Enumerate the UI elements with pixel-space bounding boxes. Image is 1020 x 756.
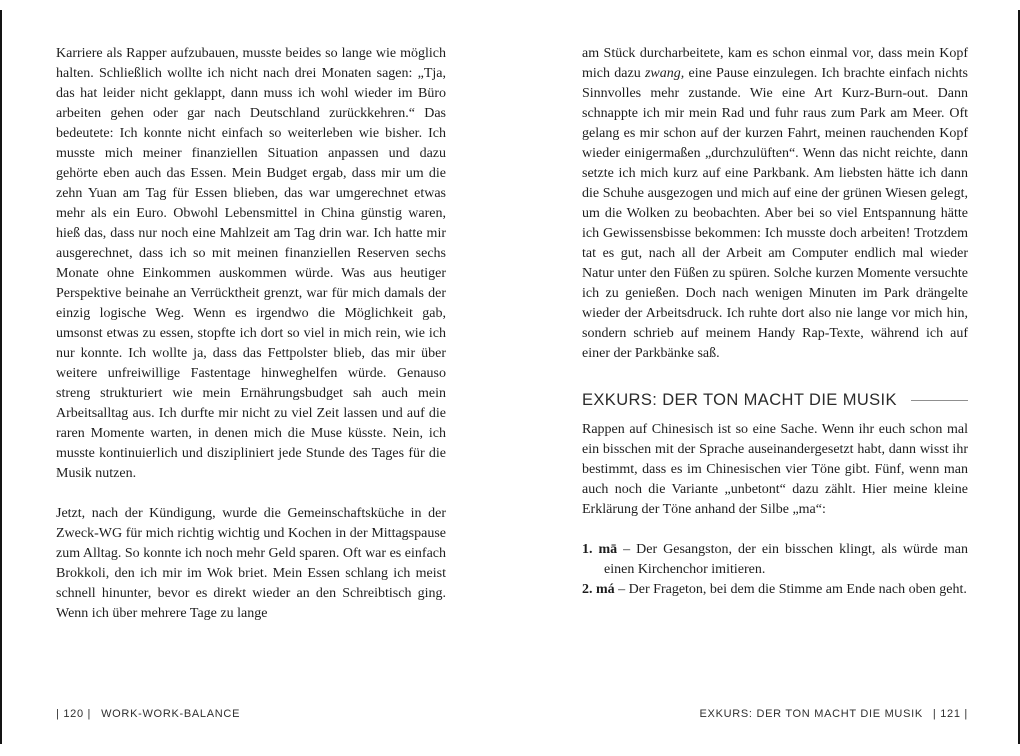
italic-word: zwang, — [644, 66, 685, 81]
paragraph-text: eine Pause einzulegen. Ich brachte einfach nichts Sinnvolles mehr zustande. Wie eine Art Kurz-Burn-out. Dann schnappte ich mir mein Rad und fuhr raus zum Park am Meer. Oft gelang es mir schon auf der kurzen Fahrt, meinen rauchenden Kopf wieder einigermaßen „durchzulüften“. Wenn das nicht reichte, dann setzte ich mich kurz auf eine Parkbank. Am liebsten hätte ich dann die Schuhe ausgezogen und mich auf eine der grünen Wiesen gelegt, um die Wolken zu beobachten. Aber bei so viel Entspannung hätte ich Gewissensbisse bekommen: Ich musste doch arbeiten! Trotzdem tat es gut, nach all der Arbeit am Computer endlich mal wieder Natur unter den Füßen zu spüren. Solche kurzen Momente versuchte ich zu genießen. Doch nach wenigen Minuten im Park drängelte wieder der Arbeitsdruck. Ich ruhte dort also nie lange vor mich hin, sondern schrieb auf meinem Handy Rap-Texte, während ich auf einer der Parkbänke saß. — [582, 66, 968, 361]
section-heading — [582, 390, 968, 410]
section-heading-text: EXKURS: DER TON MACHT DIE MUSIK — [582, 391, 897, 409]
footer-left — [56, 708, 446, 720]
page-number-left: | 120 | — [56, 708, 92, 720]
running-title-right: EXKURS: DER TON MACHT DIE MUSIK — [699, 708, 923, 720]
body-paragraph — [582, 44, 968, 364]
tone-list-item — [582, 540, 968, 580]
body-paragraph: Rappen auf Chinesisch ist so eine Sache. Wenn ihr euch schon mal ein bisschen mit der Sprache auseinandergesetzt habt, dann wisst ihr bestimmt, dass es im Chinesischen vier Töne gibt. Fünf, wenn man auch noch die Variante „unbetont“ dazu zählt. Hier meine kleine Erklärung der Töne anhand der Silbe „ma“: — [582, 422, 968, 517]
body-paragraph: Karriere als Rapper aufzubauen, musste beides so lange wie möglich halten. Schließlich wollte ich nicht nach drei Monaten sagen: „Tja, das hat leider nicht geklappt, dann muss ich wohl wieder im Büro arbeiten gehen oder gar nach Deutschland zurückkehren.“ Das bedeutete: Ich konnte nicht einfach so weiterleben wie bisher. Ich musste mich meiner finanziellen Situation anpassen und dazu gehörte eben auch das Essen. Mein Budget ergab, dass mir um die zehn Yuan am Tag für Essen blieben, das war umgerechnet etwas mehr als ein Euro. Obwohl Lebensmittel in China günstig waren, hieß das, dass nur noch eine Mahlzeit am Tag drin war. Ich hatte mir ausgerechnet, dass ich so mit meinen finanziellen Reserven sechs Monate ohne Einkommen auskommen würde. Was aus heutiger Perspektive beinahe an Verrücktheit grenzt, war für mich damals der einzig logische Weg. Wenn es irgendwo die Möglichkeit gab, umsonst etwas zu essen, stopfte ich dort so viel in mich rein, wie ich nur konnte. Ich wollte ja, dass das Fettpolster blieb, das mir über weitere unfreiwillige Fastentage hinweghelfen würde. Genauso streng strukturiert wie mein Ernährungsbudget sah auch mein Arbeitsalltag aus. Ich durfte mir nicht zu viel Zeit lassen und auf die raren Momente warten, in denen mich die Muse küsste. Nein, ich musste kontinuierlich und diszipliniert jede Stunde des Tages für die Musik nutzen. — [56, 46, 446, 481]
left-page-text-block — [56, 44, 446, 624]
page-number-right: | 121 | — [932, 708, 968, 720]
tone-term: 2. má — [582, 582, 615, 597]
tone-description: – Der Gesangston, der ein bisschen klingt, als würde man einen Kirchenchor imitieren. — [604, 542, 968, 577]
paragraph-text: am Stück durcharbeitete, kam es schon einmal vor, dass mein Kopf mich dazu — [582, 46, 968, 81]
body-paragraph: Jetzt, nach der Kündigung, wurde die Gemeinschaftsküche in der Zweck-WG für mich richtig wichtig und Kochen in der Mittagspause zum Alltag. So konnte ich noch mehr Geld sparen. Oft war es einfach Brokkoli, den ich mir im Wok briet. Mein Essen schlang ich meist schnell hinunter, bevor es direkt wieder an den Schreibtisch ging. Wenn ich über mehrere Tage zu lange — [56, 506, 446, 621]
tone-description: – Der Frageton, bei dem die Stimme am Ende nach oben geht. — [614, 582, 967, 597]
tone-term: 1. mā — [582, 542, 618, 557]
tone-list-item — [582, 580, 968, 600]
heading-rule-line — [911, 400, 968, 401]
right-page-text-block — [582, 44, 968, 600]
running-title-left: WORK-WORK-BALANCE — [101, 708, 241, 720]
tone-list — [582, 540, 968, 600]
footer-right — [582, 708, 968, 720]
page-right — [510, 0, 1020, 756]
